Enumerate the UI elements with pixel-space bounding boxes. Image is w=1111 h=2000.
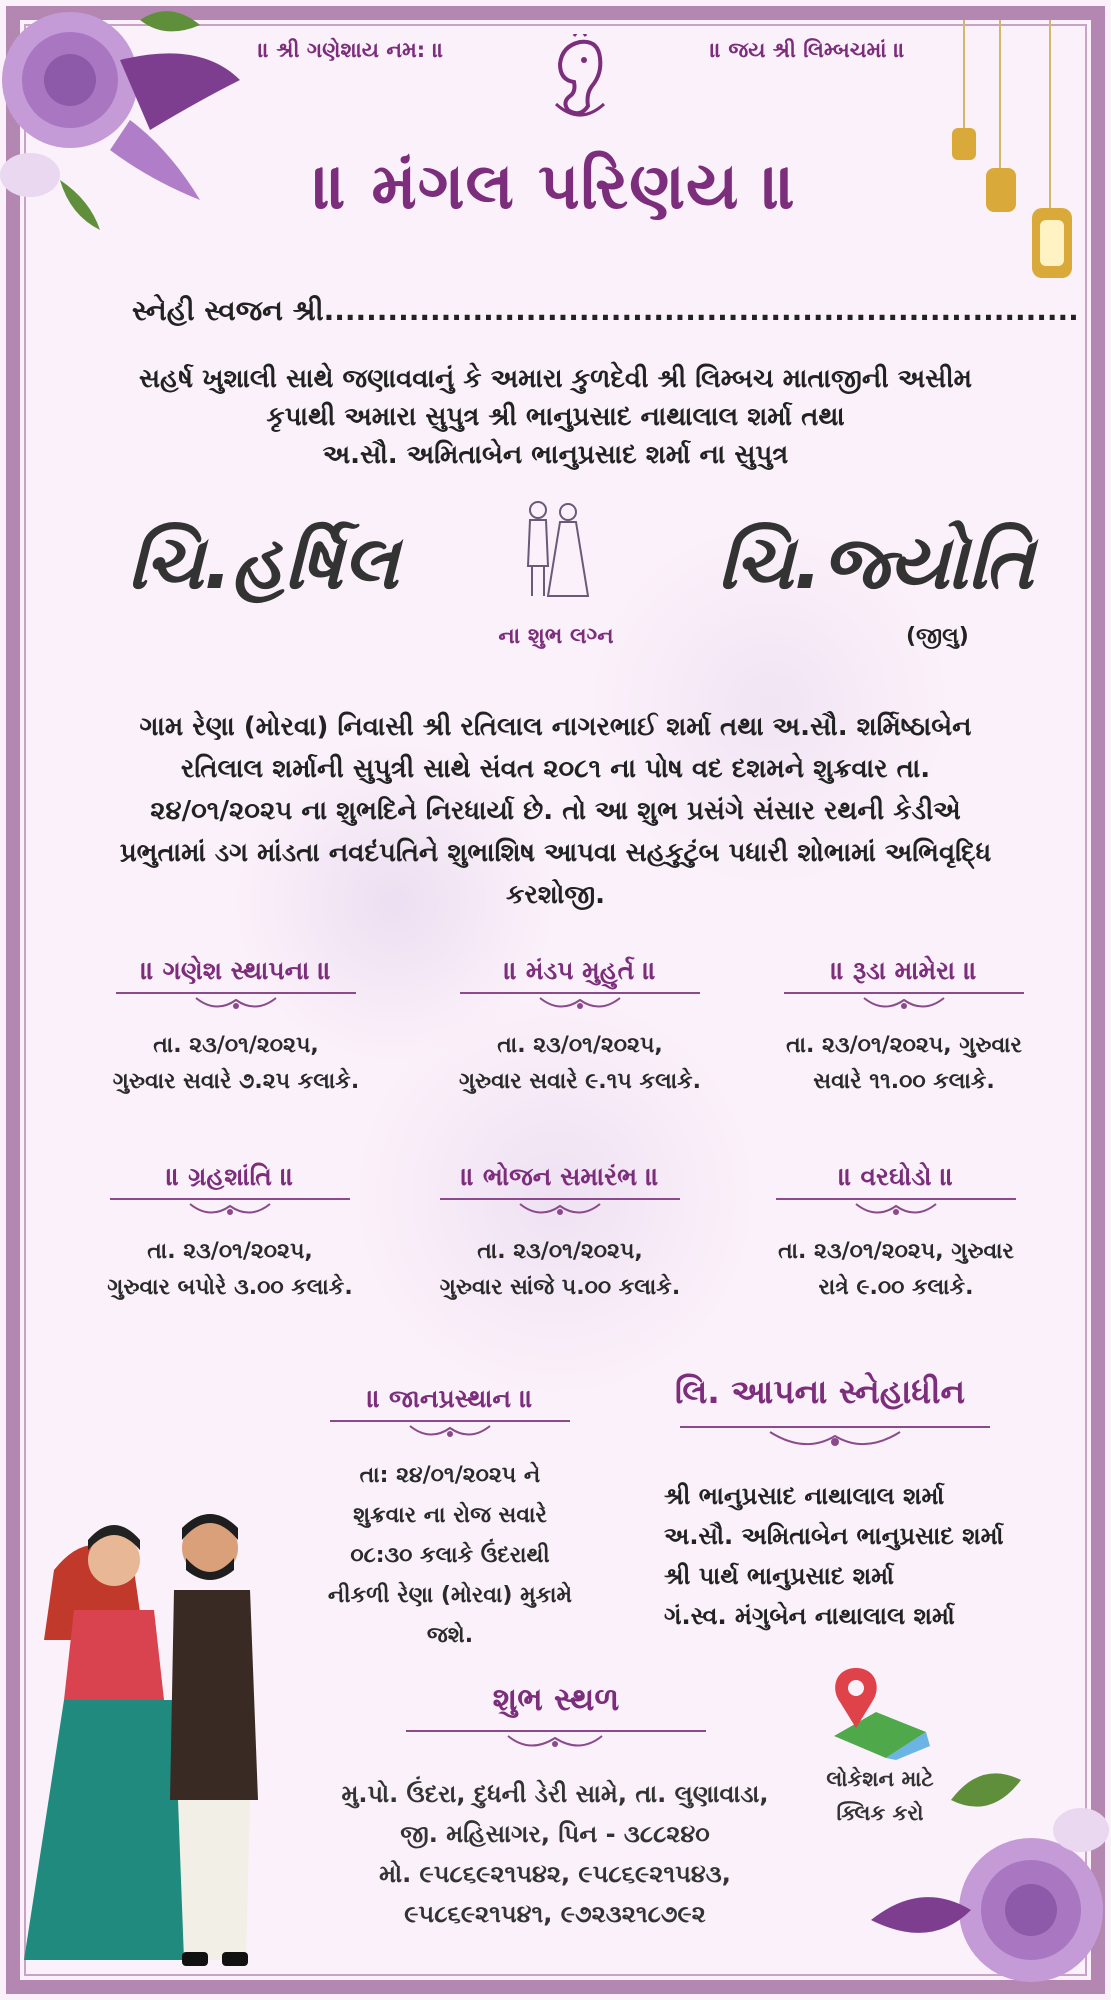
event-details — [754, 1028, 1054, 1100]
event-details — [86, 1028, 386, 1100]
event-title: ॥ ભોજન સમારંભ ॥ — [461, 1162, 659, 1191]
event-time: ગુરુવાર સાંજે ૫.૦૦ કલાકે. — [439, 1275, 681, 1300]
event-ganesh-sthapana — [86, 956, 386, 1100]
ornament-icon — [846, 1200, 946, 1222]
event-date: તા. ૨૩/૦૧/૨૦૨૫, — [477, 1239, 643, 1264]
divider — [784, 992, 1024, 994]
event-title: ॥ મંડપ મુહુર્ત ॥ — [503, 956, 657, 985]
event-janprasthan — [300, 1384, 600, 1656]
event-bhojan-samarambh — [410, 1162, 710, 1306]
ornament-icon — [854, 994, 954, 1016]
details-line: રતિલાલ શર્માની સુપુત્રી સાથે સંવત ૨૦૮૧ ના પોષ વદ દશમને શુક્રવાર તા. — [180, 754, 931, 784]
salutation: સ્નેહી સ્વજન શ્રી....................................................................... — [132, 294, 1079, 327]
event-details — [300, 1456, 600, 1656]
signatories-title: લિ. આપના સ્નેહાધીન — [674, 1372, 966, 1411]
event-time: સવારે ૧૧.૦૦ કલાકે. — [813, 1069, 995, 1094]
ornament-icon — [400, 1422, 500, 1444]
details-line: ગામ રેણા (મોરવા) નિવાસી શ્રી રતિલાલ નાગરભાઈ શર્મા તથા અ.સૌ. શર્મિષ્ઠાબેન — [139, 712, 972, 742]
details-line: પ્રભુતામાં ડગ માંડતા નવદંપતિને શુભાશિષ આપવા સહકુટુંબ પધારી શોભામાં અભિવૃદ્ધિ — [119, 838, 992, 868]
event-line: તા: ૨૪/૦૧/૨૦૨૫ ને — [359, 1463, 541, 1488]
groom-name: ચિ.હર્ષિલ — [128, 520, 399, 606]
divider — [460, 992, 700, 994]
ornament-icon — [500, 1732, 610, 1756]
jay-limbach-text: ॥ જય શ્રી લિમ્બચમાં ॥ — [710, 38, 905, 62]
ornament-icon — [186, 994, 286, 1016]
event-time: ગુરુવાર સવારે ૭.૨૫ કલાકે. — [112, 1069, 360, 1094]
details-line: કરશોજી. — [505, 880, 606, 910]
event-date: તા. ૨૩/૦૧/૨૦૨૫, — [153, 1033, 319, 1058]
ganesha-icon — [540, 34, 620, 126]
signatory-name: ગં.સ્વ. મંગુબેન નાથાલાલ શર્મા — [664, 1602, 955, 1630]
event-line: ૦૮:૩૦ કલાકે ઉંદરાથી — [350, 1543, 550, 1568]
divider — [776, 1198, 1016, 1200]
details-line: ૨૪/૦૧/૨૦૨૫ ના શુભદિને નિરધાર્યા છે. તો આ શુભ પ્રસંગે સંસાર રથની કેડીએ — [150, 796, 961, 826]
venue-line: મુ.પો. ઉંદરા, દુધની ડેરી સામે, તા. લુણાવાડા, — [341, 1780, 769, 1808]
event-title: ॥ ગ્રહશાંતિ ॥ — [166, 1162, 294, 1191]
signatories-list — [664, 1476, 1003, 1636]
event-varghodo — [746, 1162, 1046, 1306]
signatory-name: શ્રી ભાનુપ્રસાદ નાથાલાલ શર્મા — [664, 1482, 945, 1510]
intro-line: કૃપાથી અમારા સુપુત્ર શ્રી ભાનુપ્રસાદ નાથાલાલ શર્મા તથા — [266, 402, 845, 432]
page-title: ॥ મંગલ પરિણય ॥ — [313, 150, 798, 224]
divider — [440, 1198, 680, 1200]
event-grahshanti — [80, 1162, 380, 1306]
bride-name: ચિ.જ્યોતિ — [718, 520, 1034, 606]
ornament-icon — [760, 1428, 910, 1456]
event-title: ॥ રૂડા મામેરા ॥ — [830, 956, 978, 985]
event-line: નીકળી રેણા (મોરવા) મુકામે — [327, 1583, 573, 1608]
event-line: શુક્રવાર ના રોજ સવારે — [353, 1503, 547, 1528]
event-time: ગુરુવાર બપોરે ૩.૦૦ કલાકે. — [107, 1275, 353, 1300]
event-details — [410, 1234, 710, 1306]
event-date: તા. ૨૩/૦૧/૨૦૨૫, ગુરુવાર — [778, 1239, 1014, 1264]
venue-line: ૯૫૮૬૯૨૧૫૪૧, ૯૭૨૩૨૧૮૭૯૨ — [404, 1900, 706, 1928]
intro-paragraph — [100, 360, 1011, 474]
divider — [330, 1420, 570, 1422]
bride-groom-icon — [514, 496, 594, 600]
signatory-name: અ.સૌ. અમિતાબેન ભાનુપ્રસાદ શર્મા — [664, 1522, 1004, 1550]
ornament-icon — [510, 1200, 610, 1222]
event-details — [746, 1234, 1046, 1306]
event-time: રાત્રે ૯.૦૦ કલાકે. — [818, 1275, 974, 1300]
details-paragraph — [100, 706, 1011, 916]
location-label-line: લોકેશન માટે — [826, 1767, 934, 1791]
divider — [110, 1198, 350, 1200]
event-date: તા. ૨૩/૦૧/૨૦૨૫, — [147, 1239, 313, 1264]
intro-line: સહર્ષ ખુશાલી સાથે જણાવવાનું કે અમારા કુળદેવી શ્રી લિમ્બચ માતાજીની અસીમ — [138, 364, 973, 394]
event-details — [430, 1028, 730, 1100]
intro-line: અ.સૌ. અમિતાબેન ભાનુપ્રસાદ શર્મા ના સુપુત્ર — [322, 440, 789, 470]
event-time: ગુરુવાર સવારે ૯.૧૫ કલાકે. — [459, 1069, 701, 1094]
event-date: તા. ૨૩/૦૧/૨૦૨૫, ગુરુવાર — [786, 1033, 1022, 1058]
venue-address — [300, 1774, 810, 1934]
event-mandap-muhurt — [430, 956, 730, 1100]
divider — [116, 992, 356, 994]
event-title: ॥ જાનપ્રસ્થાન ॥ — [367, 1384, 533, 1413]
couple-illustration-icon — [14, 1500, 304, 1980]
signatory-name: શ્રી પાર્થ ભાનુપ્રસાદ શર્મા — [664, 1562, 894, 1590]
venue-line: મો. ૯૫૮૬૯૨૧૫૪૨, ૯૫૮૬૯૨૧૫૪૩, — [379, 1860, 731, 1888]
ornament-icon — [530, 994, 630, 1016]
event-title: ॥ વરઘોડો ॥ — [838, 1162, 954, 1191]
event-ruda-mamera — [754, 956, 1054, 1100]
location-label-line: ક્લિક કરો — [836, 1801, 924, 1825]
wedding-subtitle: ના શુભ લગ્ન — [498, 624, 614, 649]
venue-title: શુભ સ્થળ — [492, 1680, 620, 1718]
ornament-icon — [180, 1200, 280, 1222]
event-line: જશે. — [426, 1623, 474, 1648]
event-date: તા. ૨૩/૦૧/૨૦૨૫, — [497, 1033, 663, 1058]
event-details — [80, 1234, 380, 1306]
event-title: ॥ ગણેશ સ્થાપના ॥ — [140, 956, 332, 985]
bride-nickname: (જીલુ) — [906, 624, 969, 649]
venue-line: જી. મહિસાગર, પિન - ૩૮૮૨૪૦ — [400, 1820, 710, 1848]
flower-decoration-icon — [831, 1740, 1111, 2000]
ganeshaya-namah-text: ॥ શ્રી ગણેશાય નમ: ॥ — [258, 38, 444, 62]
